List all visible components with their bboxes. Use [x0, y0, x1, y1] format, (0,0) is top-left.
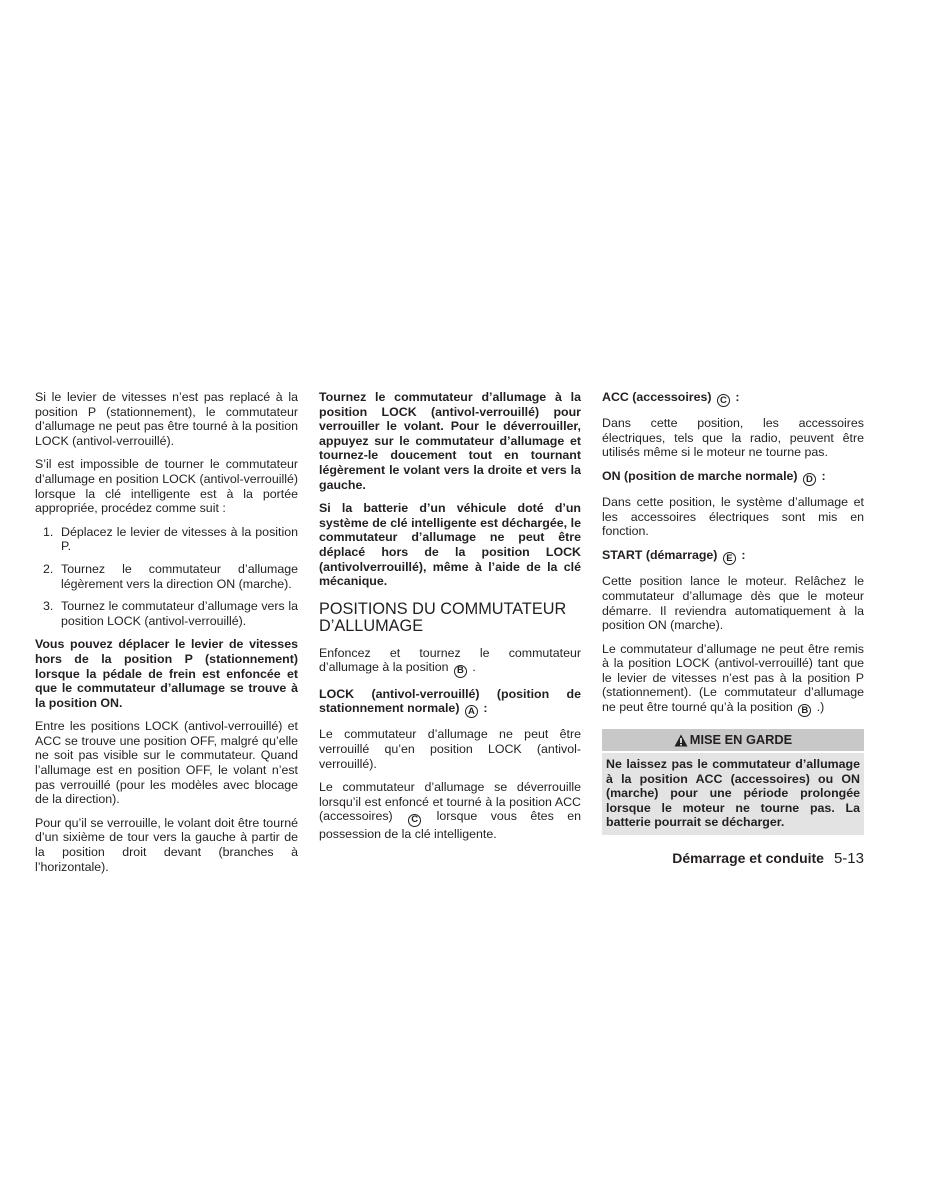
section-title: Démarrage et conduite: [672, 850, 824, 866]
paragraph: [602, 642, 864, 718]
paragraph: Dans cette position, le système d’allumage et les accessoires électriques sont mis en fonction.: [602, 495, 864, 539]
paragraph: Entre les positions LOCK (antivol-verrouillé) et ACC se trouve une position OFF, malgré qu’elle ne soit pas visible sur le commutateur. Quand l’allumage est en position OFF, le volant n’est pas verrouillé (pour les modèles avec blocage de la direction).: [35, 719, 298, 807]
text: :: [741, 548, 746, 563]
step-number: 2.: [43, 561, 54, 576]
text: :: [483, 701, 488, 716]
warning-triangle-icon: [674, 734, 688, 747]
column-1: [35, 390, 298, 883]
text: lorsque vous êtes en possession de la clé intelligente.: [319, 809, 582, 841]
text: Enfoncez et tournez le commutateur d’allumage à la position: [319, 645, 581, 675]
page-footer: [672, 850, 864, 867]
text: .): [816, 700, 825, 715]
circled-letter-b: B: [798, 704, 811, 717]
subheading-lock: [319, 687, 581, 719]
circled-letter-c: C: [408, 814, 421, 827]
warning-body: Ne laissez pas le commutateur d’allumage à la position ACC (accessoires) ou ON (marche) pour une période prolongée lorsque le moteur ne tourne pas. La batterie pourrait se décharger.: [602, 753, 864, 835]
column-3: [602, 390, 864, 835]
paragraph: Cette position lance le moteur. Relâchez le commutateur d’allumage dès que le moteur démarre. Il reviendra automatiquement à la position ON (marche).: [602, 574, 864, 633]
step-text: Tournez le commutateur d’allumage vers la position LOCK (antivol-verrouillé).: [61, 599, 298, 628]
step-text: Déplacez le levier de vitesses à la position P.: [61, 524, 298, 554]
warning-header: [602, 729, 864, 751]
paragraph: S’il est impossible de tourner le commutateur d’allumage en position LOCK (antivol-verrouillé) lorsque la clé intelligente est à la portée appropriée, procédez comme suit :: [35, 457, 298, 516]
subheading-acc: [602, 390, 864, 407]
text: Le commutateur d’allumage ne peut être remis à la position LOCK (antivol-verrouillé) tant que le levier de vitesses n’est pas à la position P (stationnement). (Le commutateur d’allumage ne peut être tourné qu’à la position: [602, 641, 864, 715]
step-number: 3.: [43, 599, 54, 614]
paragraph: Le commutateur d’allumage ne peut être verrouillé qu’en position LOCK (antivol-verrouillé).: [319, 727, 581, 771]
paragraph: Dans cette position, les accessoires électriques, tels que la radio, peuvent être utilisés même si le moteur ne tourne pas.: [602, 416, 864, 460]
paragraph: Si le levier de vitesses n’est pas replacé à la position P (stationnement), le commutateur d’allumage ne peut pas être tourné à la position LOCK (antivol-verrouillé).: [35, 390, 298, 448]
subheading-on: [602, 469, 864, 486]
text: :: [735, 390, 740, 404]
paragraph: [319, 646, 581, 678]
text: Le commutateur d’allumage se déverrouille lorsqu’il est enfoncé et tourné à la position ACC (accessoires): [319, 780, 581, 824]
list-item: [35, 599, 298, 628]
text: :: [821, 469, 826, 484]
subheading-start: [602, 548, 864, 565]
subheading-text: START (démarrage): [602, 548, 718, 563]
circled-letter-c: C: [717, 394, 730, 407]
circled-letter-a: A: [465, 705, 478, 718]
step-text: Tournez le commutateur d’allumage légèrement vers la direction ON (marche).: [61, 561, 298, 591]
circled-letter-e: E: [723, 552, 736, 565]
section-heading: POSITIONS DU COMMUTATEUR D’ALLUMAGE: [319, 599, 567, 636]
page-number: 5-13: [833, 850, 864, 867]
subheading-text: ON (position de marche normale): [602, 469, 798, 484]
bold-paragraph: Si la batterie d’un véhicule doté d’un système de clé intelligente est déchargée, le commutateur d’allumage ne peut être déplacé hors de la position LOCK (antivolverrouillé), même à l’aide de la clé mécanique.: [319, 501, 581, 589]
step-number: 1.: [43, 524, 54, 539]
subheading-text: ACC (accessoires): [602, 390, 712, 404]
bold-paragraph: Tournez le commutateur d’allumage à la position LOCK (antivol-verrouillé) pour verrouiller le volant. Pour le déverrouiller, appuyez sur le commutateur d’allumage et tournez-le doucement tout en tournant légèrement le volant vers la droite et vers la gauche.: [319, 390, 581, 492]
list-item: [35, 562, 298, 591]
paragraph: [319, 780, 581, 841]
subheading-text: LOCK (antivol-verrouillé) (position de stationnement normale): [319, 686, 581, 716]
column-2: [319, 390, 581, 850]
text: .: [472, 660, 476, 675]
warning-title: MISE EN GARDE: [689, 732, 793, 748]
bold-paragraph: Vous pouvez déplacer le levier de vitesses hors de la position P (stationnement) lorsque la pédale de frein est enfoncée et que le commutateur d’allumage se trouve à la position ON.: [35, 637, 298, 710]
circled-letter-b: B: [454, 665, 467, 678]
circled-letter-d: D: [803, 473, 816, 486]
procedure-list: [35, 525, 298, 629]
paragraph: Pour qu’il se verrouille, le volant doit être tourné d’un sixième de tour vers la gauche à partir de la position droit devant (branches à l’horizontale).: [35, 815, 298, 874]
list-item: [35, 525, 298, 554]
